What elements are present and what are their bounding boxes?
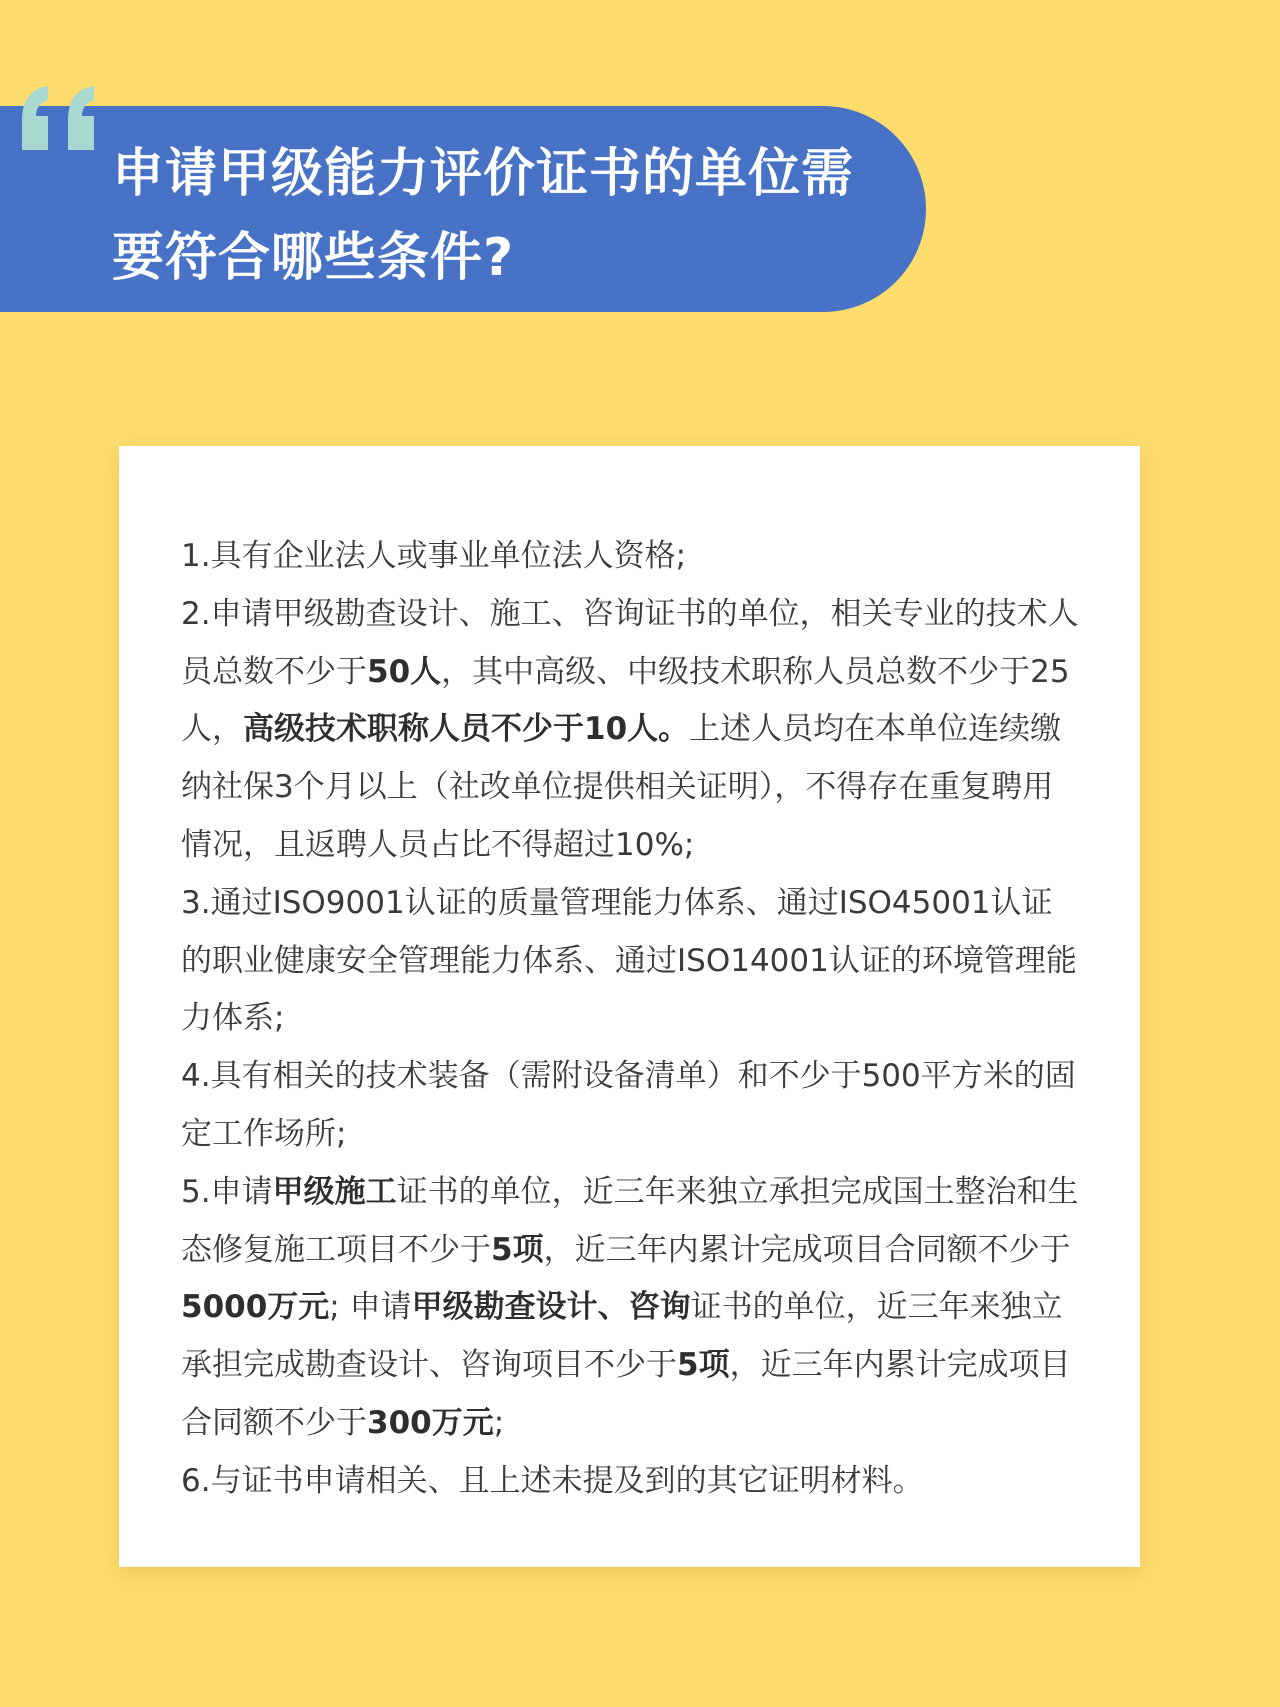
condition-text: 1.具有企业法人或事业单位法人资格; bbox=[181, 538, 687, 574]
condition-text: ，近三年内累计完成项目合同额不少于 bbox=[543, 1231, 1071, 1268]
condition-emphasis: 5000万元 bbox=[181, 1289, 330, 1326]
condition-emphasis: 300万元 bbox=[367, 1404, 494, 1441]
condition-text: ，其中高级、中级技术职称人员总数不少于25人， bbox=[181, 653, 1070, 748]
condition-text: 上述人员均在本单位连续缴纳社保3个月以上（社改单位提供相关证明），不得存在重复聘用情况，且返聘人员占比不得超过10%; bbox=[181, 711, 1062, 863]
condition-item-1 bbox=[181, 528, 1081, 586]
condition-text: ; bbox=[493, 1404, 505, 1441]
condition-text: 5.申请 bbox=[181, 1173, 273, 1210]
condition-emphasis: 甲级施工 bbox=[272, 1173, 397, 1210]
condition-item-2 bbox=[181, 586, 1081, 875]
condition-text: 证书的单位，近三年来独立承担完成国土整治和生态修复施工项目不少于 bbox=[181, 1173, 1079, 1268]
condition-item-6 bbox=[181, 1453, 1081, 1511]
condition-text: ，近三年内累计完成项目合同额不少于 bbox=[181, 1347, 1071, 1441]
condition-emphasis: 甲级勘查设计、咨询 bbox=[411, 1289, 691, 1326]
condition-text: ; 申请 bbox=[329, 1289, 412, 1326]
condition-text: 证书的单位，近三年来独立承担完成勘查设计、咨询项目不少于 bbox=[181, 1289, 1063, 1384]
quote-mark-icon bbox=[16, 68, 106, 158]
page-title-line-2: 要符合哪些条件? bbox=[112, 228, 515, 288]
condition-emphasis: 高级技术职称人员不少于10人。 bbox=[243, 711, 690, 748]
condition-emphasis: 50人 bbox=[367, 653, 442, 690]
conditions-list bbox=[181, 528, 1081, 1511]
condition-text: 6.与证书申请相关、且上述未提及到的其它证明材料。 bbox=[181, 1462, 924, 1499]
condition-emphasis: 5项 bbox=[491, 1231, 544, 1268]
condition-text: 3.通过ISO9001认证的质量管理能力体系、通过ISO45001认证的职业健康安全管理能力体系、通过ISO14001认证的环境管理能力体系; bbox=[181, 884, 1077, 1037]
condition-text: 4.具有相关的技术装备（需附设备清单）和不少于500平方米的固定工作场所; bbox=[181, 1058, 1076, 1152]
page-title bbox=[112, 132, 892, 300]
condition-emphasis: 5项 bbox=[677, 1347, 730, 1384]
condition-text: 2.申请甲级勘查设计、施工、咨询证书的单位，相关专业的技术人员总数不少于 bbox=[181, 595, 1079, 690]
condition-item-5 bbox=[181, 1164, 1081, 1453]
page-title-line-1: 申请甲级能力评价证书的单位需 bbox=[112, 144, 855, 204]
condition-item-3 bbox=[181, 875, 1081, 1048]
condition-item-4 bbox=[181, 1048, 1081, 1164]
